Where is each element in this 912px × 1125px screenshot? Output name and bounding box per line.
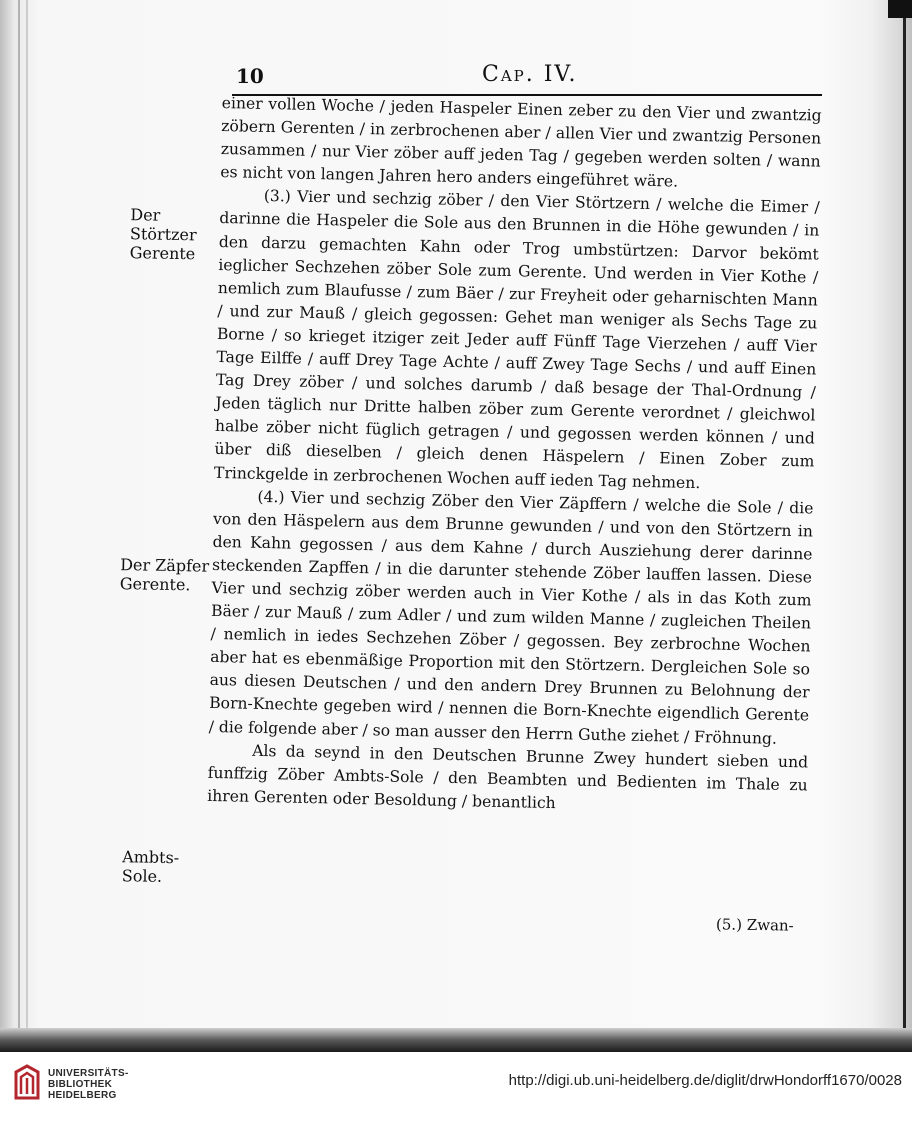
- page-edge: [903, 0, 906, 1040]
- page-number: 10: [236, 64, 264, 88]
- paragraph-text: einer vollen Woche / jeden Haspeler Einen zeber zu den Vier und zwantzig zöbern Gerenten / in zerbrochenen aber / allen Vier und zwantzig Personen zusammen / nur Vier zöber auff jeden Tag / gegeben werden solten / wann es nicht von langen Jahren hero anders eingeführet wäre.: [220, 93, 822, 191]
- paragraph-marker: (4.): [257, 487, 285, 506]
- catchword: (5.) Zwan-: [715, 915, 794, 935]
- library-name-line-2: BIBLIOTHEK: [48, 1079, 113, 1090]
- page-edge-mark: [888, 0, 912, 18]
- source-url-link[interactable]: http://digi.ub.uni-heidelberg.de/diglit/drwHondorff1670/0028: [508, 1072, 902, 1089]
- library-name: [48, 1068, 129, 1101]
- running-header: [232, 62, 822, 96]
- margin-note-zaepfer: Der Zäpfer Gerente.: [119, 555, 210, 595]
- paragraph-4: [207, 738, 808, 820]
- gutter-shadow-secondary: [26, 0, 28, 1040]
- paragraph-marker: (3.): [263, 187, 292, 206]
- paragraph-text: Vier und sechzig Zöber den Vier Zäpffern / welche die Sole / die von den Häspelern aus dem Brunne gewunden / und von den Störtzern in den Kahn gegossen / aus dem Kahne / durch Ausziehung derer darinne steckenden Zapffen / in die darunter stehende Zöber lauffen lassen. Diese Vier und sechzig zöber werden auch in Vier Kothe / als in das Koth zum Bäer / zur Mauß / zum Adler / und zum wilden Manne / zugleichen Theilen / nemlich in iedes Sechzehen Zöber / gegossen. Bey zerbrochne Wochen aber hat es ebenmäßige Proportion mit den Störtzern. Dergleichen Sole so aus diesen Deutschen / und den andern Drey Brunnen zu Belohnung der Born-Knechte gegeben wird / nennen die Born-Knechte eigendlich Gerente / die folgende aber / so man ausser den Herrn Guthe ziehet / Fröhnung.: [208, 488, 814, 748]
- footer: [0, 1052, 912, 1125]
- library-name-line-3: HEIDELBERG: [48, 1090, 117, 1101]
- paragraph-3: [208, 485, 813, 752]
- gutter-shadow: [18, 0, 20, 1040]
- scan-bottom-edge: [0, 1028, 912, 1052]
- chapter-title: Cap. IV.: [482, 62, 578, 87]
- paragraph-2: [214, 184, 820, 497]
- paragraph-1: [220, 92, 822, 197]
- paragraph-text: Als da seynd in den Deutschen Brunne Zwey hundert sieben und funffzig Zöber Ambts-Sole / den Beambten und Bedienten im Thale zu ihren Gerenten oder Besoldung / benantlich: [207, 741, 809, 812]
- library-name-line-1: UNIVERSITÄTS-: [48, 1068, 129, 1079]
- heidelberg-library-logo-icon[interactable]: [12, 1064, 42, 1102]
- margin-note-stoertzer: Der Störtzer Gerente: [129, 205, 197, 264]
- main-text: [207, 92, 822, 820]
- paragraph-text: Vier und sechzig zöber / den Vier Störtzern / welche die Eimer / darinne die Haspeler die Sole aus den Brunnen in die Höhe gewunden / in den darzu gemachten Kahn oder Trog umbstürtzen: Darvor bekömt ieglicher Sechzehen zöber Sole zum Gerente. Und werden in Vier Kothe / nemlich zum Blaufusse / zum Bäer / zur Freyheit oder geharnischten Mann / und zur Mauß / gleich gegossen: Gehet man weniger als Sechs Tage zu Borne / so krieget itziger zeit Jeder auff Fünff Tage Vierzehen / auff Vier Tage Eilffe / auff Drey Tage Achte / auff Zwey Tage Sechs / und auff Einen Tag Drey zöber / und solches darumb / daß besage der Thal-Ordnung / Jeden täglich nur Dritte halben zöber zum Gerente verordnet / gleichwol halbe zöber nicht füglich getragen / und gegossen werden können / und über diß dieselben / gleich denen Häspelern / Einen Zober zum Trinckgelde in zerbrochenen Wochen auff ieden Tag nehmen.: [213, 187, 820, 492]
- margin-note-ambts-sole: Ambts-Sole.: [121, 847, 180, 886]
